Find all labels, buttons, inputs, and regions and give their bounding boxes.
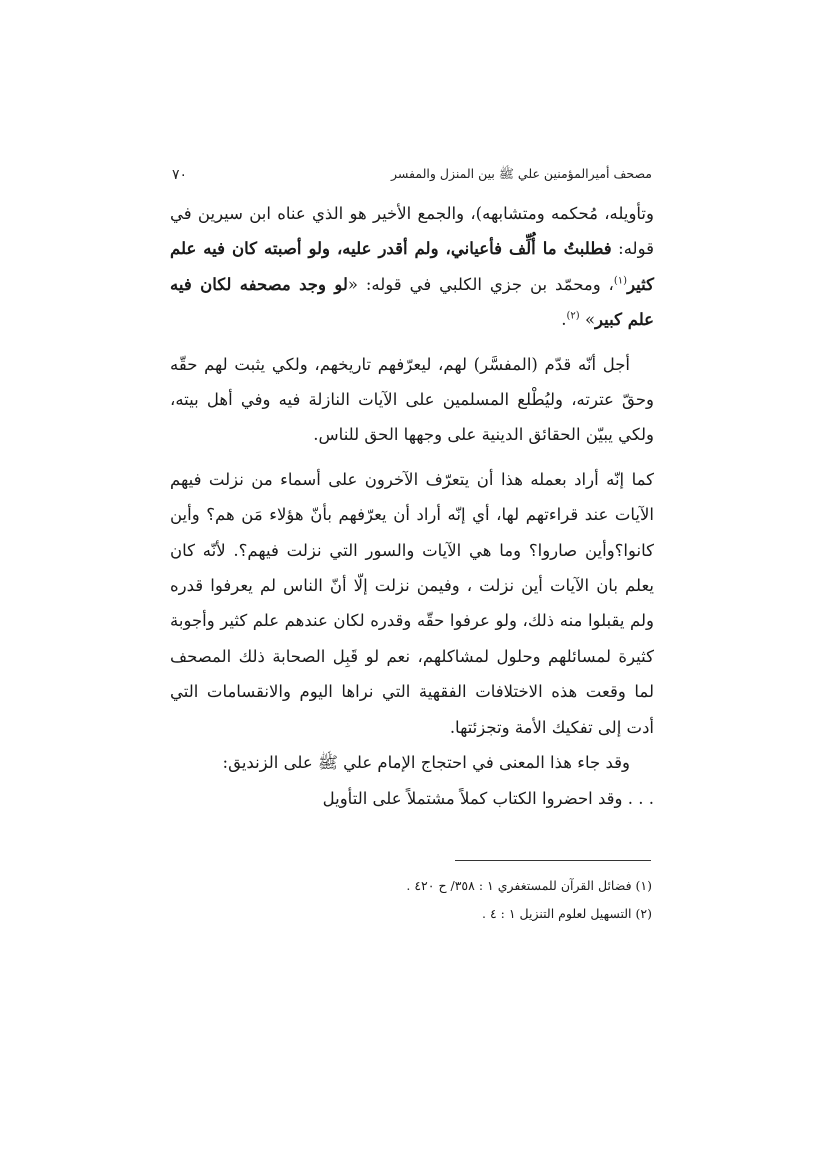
running-header — [172, 163, 652, 187]
paragraph-3: كما إنّه أراد بعمله هذا أن يتعرّف الآخرون على أسماء من نزلت فيهم الآيات عند قراءتهم لها، أي إنّه أراد أن يعرّفهم بأنّ هؤلاء مَن هم؟ وأين كانوا؟وأين صاروا؟ وما هي الآيات والسور التي نزلت فيهم؟. لأنّه كان يعلم بان الآيات أين نزلت ، وفيمن نزلت إلّا أنّ الناس لم يعرفوا قدره ولم يقبلوا منه ذلك، ولو عرفوا حقّه وقدره لكان عندهم علم كثير وأجوبة كثيرة لمسائلهم وحلول لمشاكلهم، نعم لو قَبِل الصحابة ذلك المصحف لما وقعت هذه الاختلافات الفقهية التي نراها اليوم والانقسامات التي أدت إلى تفكيك الأمة وتجزئتها. — [170, 469, 654, 737]
p1-text-c: ، ومحمّد بن جزي الكلبي في قوله: « — [347, 274, 614, 294]
kalbi-quote: لو وجد مصحفه لكان فيه علم كبير — [170, 274, 654, 330]
footnotes — [170, 872, 652, 928]
footnote-separator — [455, 860, 651, 861]
p1-text-a: وتأويله، مُحكمه ومتشابهه)، والجمع الأخير هو الذي عناه ابن سيرين في قوله: — [170, 204, 654, 259]
p1-text-d: » — [579, 310, 596, 330]
paragraph-2: أجل أنّه قدّم (المفسَّر) لهم، ليعرّفهم تاريخهم، ولكي يثبت لهم حقّه وحقّ عترته، وليُطْلع المسلمين على الآيات النازلة فيه وفي أهل بيته، ولكي يبيّن الحقائق الدينية على وجهها الحق للناس. — [170, 354, 654, 445]
footnote-1: (١) فضائل القرآن للمستغفري ١ : ٣٥٨/ ح ٤٢٠ . — [406, 878, 652, 893]
paragraph-1 — [170, 196, 654, 338]
p1-text-e: . — [561, 310, 567, 330]
running-title: مصحف أميرالمؤمنين علي ﷺ بين المنزل والمفسر — [391, 165, 652, 181]
footnote-ref-2: (٢) — [566, 310, 580, 322]
main-text — [170, 196, 654, 816]
footnote-2: (٢) التسهيل لعلوم التنزيل ١ : ٤ . — [482, 906, 652, 921]
paragraph-4: وقد جاء هذا المعنى في احتجاج الإمام علي ﷺ على الزنديق: — [222, 753, 630, 773]
paragraph-5: . . . وقد احضروا الكتاب كملاً مشتملاً على التأويل — [322, 788, 654, 808]
page-number: ٧٠ — [172, 167, 188, 183]
ibn-sirin-quote: فطلبتُ ما أُلِّف فأعياني، ولم أقدر عليه، ولو أصبته كان فيه علم كثير — [170, 239, 654, 294]
footnote-ref-1: (١) — [613, 275, 628, 287]
